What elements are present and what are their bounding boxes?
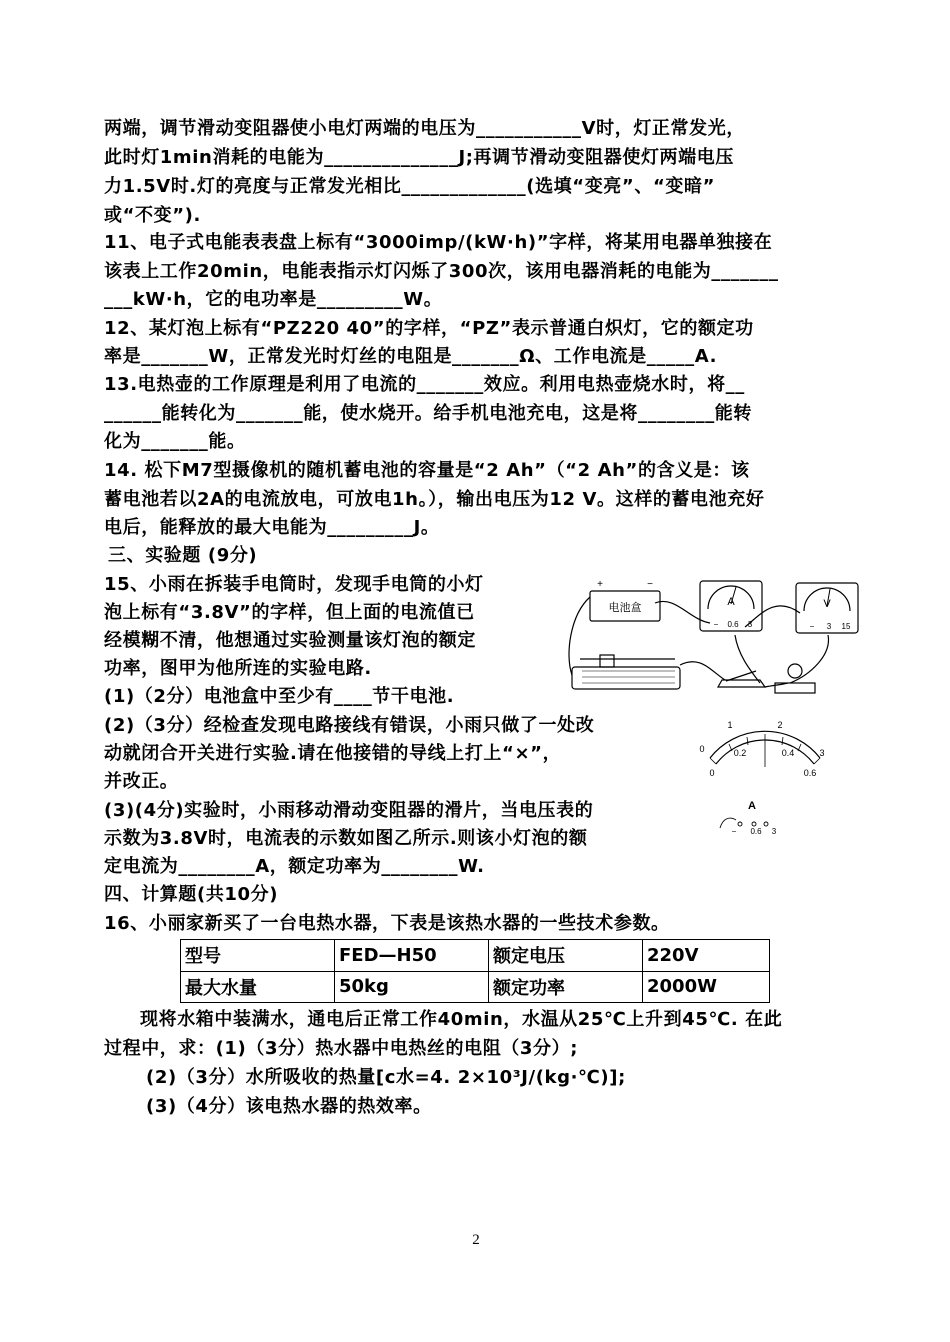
question-14: 14. 松下M7型摄像机的随机蓄电池的容量是“2 Ah”（“2 Ah”的含义是：该 [104, 460, 750, 481]
table-cell: 2000W [643, 971, 770, 1003]
ammeter-terminal: − [713, 620, 719, 629]
page-number: 2 [472, 1232, 480, 1248]
dial-inner-label: 0.4 [781, 748, 795, 758]
text-line: (2)（3分）经检查发现电路接线有错误，小雨只做了一处改 [104, 715, 595, 736]
text-line: 动就闭合开关进行实验.请在他接错的导线上打上“×”， [104, 743, 562, 764]
plus-sign: + [597, 579, 603, 590]
text-line: (3)（4分）该电热水器的热效率。 [146, 1096, 432, 1117]
ammeter-terminal: 3 [747, 620, 753, 629]
text-line: 示数为3.8V时，电流表的示数如图乙所示.则该小灯泡的额 [104, 828, 588, 849]
dial-bottom-end: 0 [709, 768, 715, 778]
ammeter-symbol: A [727, 596, 735, 608]
battery-box-label: 电池盒 [608, 602, 642, 614]
question-15: 15、小雨在拆装手电筒时，发现手电筒的小灯 [104, 574, 484, 595]
table-cell: 型号 [181, 940, 335, 972]
dial-top-end: 0 [699, 744, 705, 754]
section-heading-calculation: 四、计算题(共10分) [104, 884, 279, 905]
dial-bottom-end: 0.6 [803, 768, 817, 778]
text-line: 定电流为________A，额定功率为________W. [104, 856, 485, 877]
voltmeter-terminal: 3 [826, 622, 832, 631]
text-line: 蓄电池若以2A的电流放电，可放电1h。），输出电压为12 V。这样的蓄电池充好 [104, 489, 765, 510]
text-line: (3)(4分)实验时，小雨移动滑动变阻器的滑片，当电压表的 [104, 800, 594, 821]
text-line: (1)（2分）电池盒中至少有____节干电池. [104, 686, 455, 707]
text-line: 力1.5V时.灯的亮度与正常发光相比_____________(选填“变亮”、“变暗” [104, 176, 715, 197]
text-line: (2)（3分）水所吸收的热量[c水=4. 2×10³J/(kg·℃)]; [146, 1067, 626, 1088]
ammeter-terminal: 0.6 [727, 620, 739, 629]
question-13: 13.电热壶的工作原理是利用了电流的_______效应。利用电热壶烧水时，将__ [104, 374, 745, 395]
table-cell: 最大水量 [181, 971, 335, 1003]
voltmeter-terminal: − [809, 622, 815, 631]
dial-terminal: 0.6 [750, 827, 762, 836]
text-line: ___kW·h，它的电功率是_________W。 [104, 289, 443, 310]
question-11: 11、电子式电能表表盘上标有“3000imp/(kW·h)”字样，将某用电器单独接在 [104, 232, 773, 253]
voltmeter-terminal: 15 [841, 622, 851, 631]
dial-top-label: 1 [727, 720, 733, 730]
dial-top-label: 2 [777, 720, 783, 730]
circuit-diagram [560, 575, 860, 705]
spec-table [180, 939, 770, 1003]
dial-top-end: 3 [819, 748, 825, 758]
question-16: 16、小丽家新买了一台电热水器，下表是该热水器的一些技术参数。 [104, 913, 670, 934]
text-line: 率是_______W，正常发光时灯丝的电阻是_______Ω、工作电流是_____A. [104, 346, 718, 367]
text-line: 经模糊不清，他想通过实验测量该灯泡的额定 [104, 630, 476, 651]
table-cell: 50kg [335, 971, 489, 1003]
dial-terminal: 3 [771, 827, 777, 836]
text-line: 功率，图甲为他所连的实验电路. [104, 658, 372, 679]
table-row [181, 971, 770, 1003]
table-cell: 220V [643, 940, 770, 972]
text-line: 电后，能释放的最大电能为_________J。 [104, 517, 440, 538]
voltmeter-symbol: V [823, 598, 831, 610]
section-heading-experiment: 三、实验题 (9分) [108, 545, 258, 566]
ammeter-dial [690, 712, 840, 837]
text-line: 并改正。 [104, 771, 179, 792]
text-line: 现将水箱中装满水，通电后正常工作40min，水温从25℃上升到45℃. 在此 [140, 1009, 783, 1030]
table-row [181, 940, 770, 972]
text-line: 此时灯1min消耗的电能为______________J;再调节滑动变阻器使灯两端电压 [104, 147, 734, 168]
table-cell: 额定电压 [489, 940, 643, 972]
text-line: 化为_______能。 [104, 431, 246, 452]
table-cell: 额定功率 [489, 971, 643, 1003]
text-line: 过程中，求：(1)（3分）热水器中电热丝的电阻（3分）; [104, 1038, 579, 1059]
dial-inner-label: 0.2 [733, 748, 747, 758]
dial-terminal: − [731, 827, 737, 836]
minus-sign: − [647, 579, 653, 590]
text-line: 两端，调节滑动变阻器使小电灯两端的电压为___________V时，灯正常发光， [104, 118, 745, 139]
table-cell: FED—H50 [335, 940, 489, 972]
question-12: 12、某灯泡上标有“PZ220 40”的字样，“PZ”表示普通白炽灯，它的额定功 [104, 318, 754, 339]
text-line: 该表上工作20min，电能表指示灯闪烁了300次，该用电器消耗的电能为_______ [104, 261, 779, 282]
dial-symbol: A [748, 800, 756, 812]
text-line: ______能转化为_______能，使水烧开。给手机电池充电，这是将________能转 [104, 403, 752, 424]
text-line: 或“不变”). [104, 205, 201, 226]
text-line: 泡上标有“3.8V”的字样，但上面的电流值已 [104, 602, 475, 623]
